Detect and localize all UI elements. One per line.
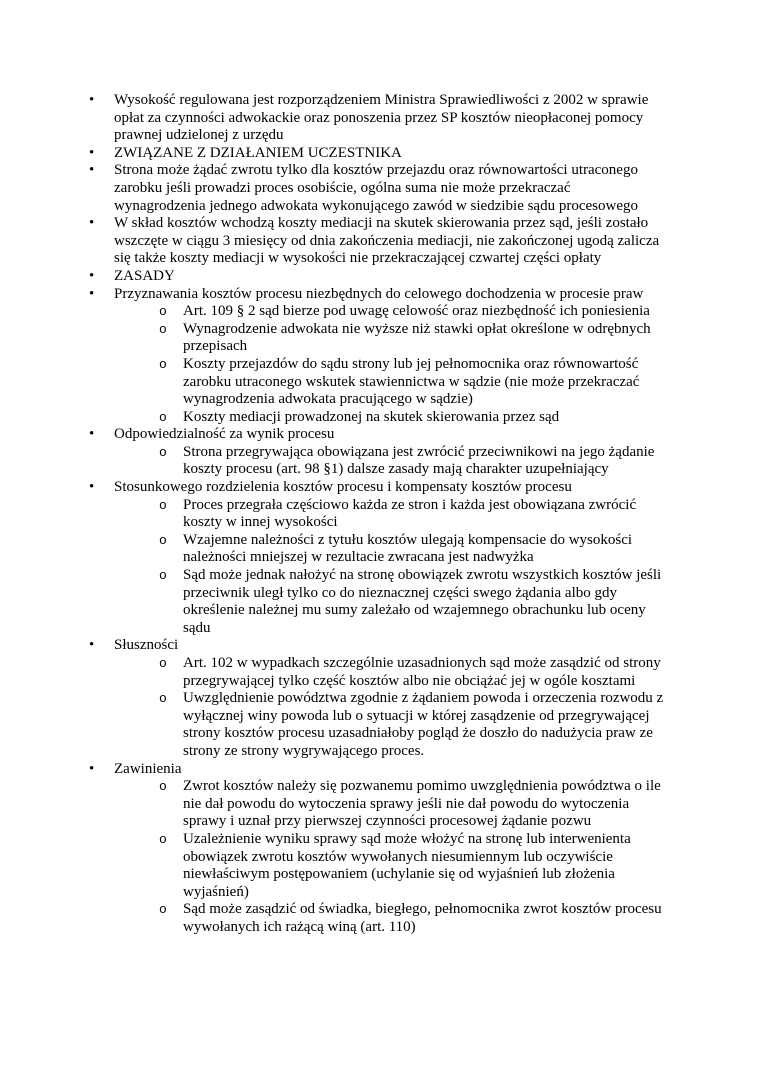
sub-list-item-text: Proces przegrała częściowo każda ze stron i każda jest obowiązana zwrócić koszty w innej wysokości [183,496,637,531]
list-item-text: W skład kosztów wchodzą koszty mediacji na skutek skierowania przez sąd, jeśli zostało wszczęte w ciągu 3 miesięcy od dnia zakończenia mediacji, nie zakończonej ugodą zalicza się także koszty mediacji w wysokości nie przekraczającej czwartej części opłaty [114,215,660,267]
circle-bullet-icon: o [159,356,167,372]
sub-list-item-text: Zwrot kosztów należy się pozwanemu pomimo uwzględnienia powództwa o ile nie dał powodu do wytoczenia sprawy jeśli nie dał powodu do wytoczenia sprawy i uznał przy pierwszej czynności procesowej żądanie pozwu [183,778,661,830]
list-item [0,761,662,779]
sub-list-item [0,831,673,901]
list-item-text: Stosunkowego rozdzielenia kosztów procesu i kompensaty kosztów procesu [114,479,572,496]
circle-bullet-icon: o [159,321,167,337]
sub-list-item-text: Art. 109 § 2 sąd bierze pod uwagę celowość oraz niezbędność ich poniesienia [183,303,650,320]
list-item [0,426,662,444]
list-item-text: Strona może żądać zwrotu tylko dla kosztów przejazdu oraz równowartości utraconego zarobku jeśli prowadzi proces osobiście, ogólna suma nie może przekraczać wynagrodzenia jednego adwokata wykonującego zawód w siedzibie sądu procesowego [114,162,638,214]
sub-list-item [0,567,673,637]
sub-list-item [0,303,673,321]
sub-list-item [0,409,673,427]
list-item-text: Słuszności [114,637,179,654]
sub-list-item [0,321,673,356]
circle-bullet-icon: o [159,532,167,548]
sub-list-item-text: Koszty mediacji prowadzonej na skutek skierowania przez sąd [183,408,560,425]
bullet-icon: • [89,637,95,654]
sub-list-item [0,901,673,936]
bullet-icon: • [89,267,95,284]
sub-list-item-text: Sąd może jednak nałożyć na stronę obowiązek zwrotu wszystkich kosztów jeśli przeciwnik uległ tylko co do nieznacznej części swego żądania albo gdy określenie należnej mu sumy zależało od wzajemnego obrachunku lub oceny sądu [183,567,662,636]
sub-list-item-text: Uzależnienie wyniku sprawy sąd może włożyć na stronę lub interwenienta obowiązek zwrotu kosztów wywołanych niesumiennym lub oczywiście niewłaściwym postępowaniem (uchylanie się od wyjaśnień lub złożenia wyjaśnień) [183,830,631,900]
sub-list-item-text: Uwzględnienie powództwa zgodnie z żądaniem powoda i orzeczenia rozwodu z wyłącznej winy powoda lub o sytuacji w której zasądzenie od przegrywającej strony kosztów procesu uzasadniałoby pogląd że doszło do nadużycia praw ze strony ze strony wygrywającego proces. [183,690,664,759]
circle-bullet-icon: o [159,691,167,707]
list-item-text: Wysokość regulowana jest rozporządzeniem Ministra Sprawiedliwości z 2002 w sprawie opłat za czynności adwokackie oraz ponoszenia przez SP kosztów nieopłaconej pomocy prawnej udzielonej z urzędu [114,92,649,144]
circle-bullet-icon: o [159,902,167,918]
sub-list-item [0,532,673,567]
sub-list-item-text: Strona przegrywająca obowiązana jest zwrócić przeciwnikowi na jego żądanie koszty procesu (art. 98 §1) dalsze zasady mają charakter uzupełniający [183,443,655,478]
list-item [0,637,662,655]
list-item-text: Odpowiedzialność za wynik procesu [114,426,335,443]
bullet-icon: • [89,426,95,443]
section-heading [0,145,662,163]
sub-list-item-text: Wynagrodzenie adwokata nie wyższe niż stawki opłat określone w odrębnych przepisach [183,320,651,355]
circle-bullet-icon: o [159,444,167,460]
circle-bullet-icon: o [159,831,167,847]
circle-bullet-icon: o [159,304,167,320]
bullet-icon: • [89,215,95,232]
sub-list-item [0,655,673,690]
list-item [0,162,662,215]
sub-list-item-text: Wzajemne należności z tytułu kosztów ulegają kompensacie do wysokości należności mniejszej w rezultacie zwracana jest nadwyżka [183,531,633,566]
list-item [0,215,662,268]
list-item-text: ZWIĄZANE Z DZIAŁANIEM UCZESTNIKA [114,144,402,161]
section-heading [0,268,662,286]
sub-list-item [0,444,673,479]
sub-list-item [0,690,673,760]
sub-list-item-text: Koszty przejazdów do sądu strony lub jej pełnomocnika oraz równowartość zarobku utraconego wskutek stawiennictwa w sądzie (nie może przekraczać wynagrodzenia adwokata pracującego w sądzie) [183,355,640,408]
bullet-icon: • [89,285,95,302]
list-item-text: Zawinienia [114,760,182,777]
bullet-icon: • [89,144,95,161]
list-item [0,286,662,304]
list-item [0,92,662,145]
list-item-text: Przyznawania kosztów procesu niezbędnych do celowego dochodzenia w procesie praw [114,285,644,302]
sub-list-item [0,497,673,532]
document-page [0,92,760,937]
bullet-icon: • [89,479,95,496]
list-item-text: ZASADY [114,267,175,284]
bullet-icon: • [89,92,95,108]
circle-bullet-icon: o [159,497,167,513]
circle-bullet-icon: o [159,656,167,671]
sub-list-item [0,356,673,409]
sub-list-item [0,778,673,831]
bullet-icon: • [89,162,95,179]
list-item [0,479,662,497]
sub-list-item-text: Art. 102 w wypadkach szczególnie uzasadnionych sąd może zasądzić od strony przegrywającej tylko część kosztów albo nie obciążać jej w ogóle kosztami [183,655,661,689]
circle-bullet-icon: o [159,568,167,584]
sub-list-item-text: Sąd może zasądzić od świadka, biegłego, pełnomocnika zwrot kosztów procesu wywołanych ich rażącą winą (art. 110) [183,901,662,935]
bullet-icon: • [89,760,95,777]
circle-bullet-icon: o [159,779,167,795]
circle-bullet-icon: o [159,409,167,425]
